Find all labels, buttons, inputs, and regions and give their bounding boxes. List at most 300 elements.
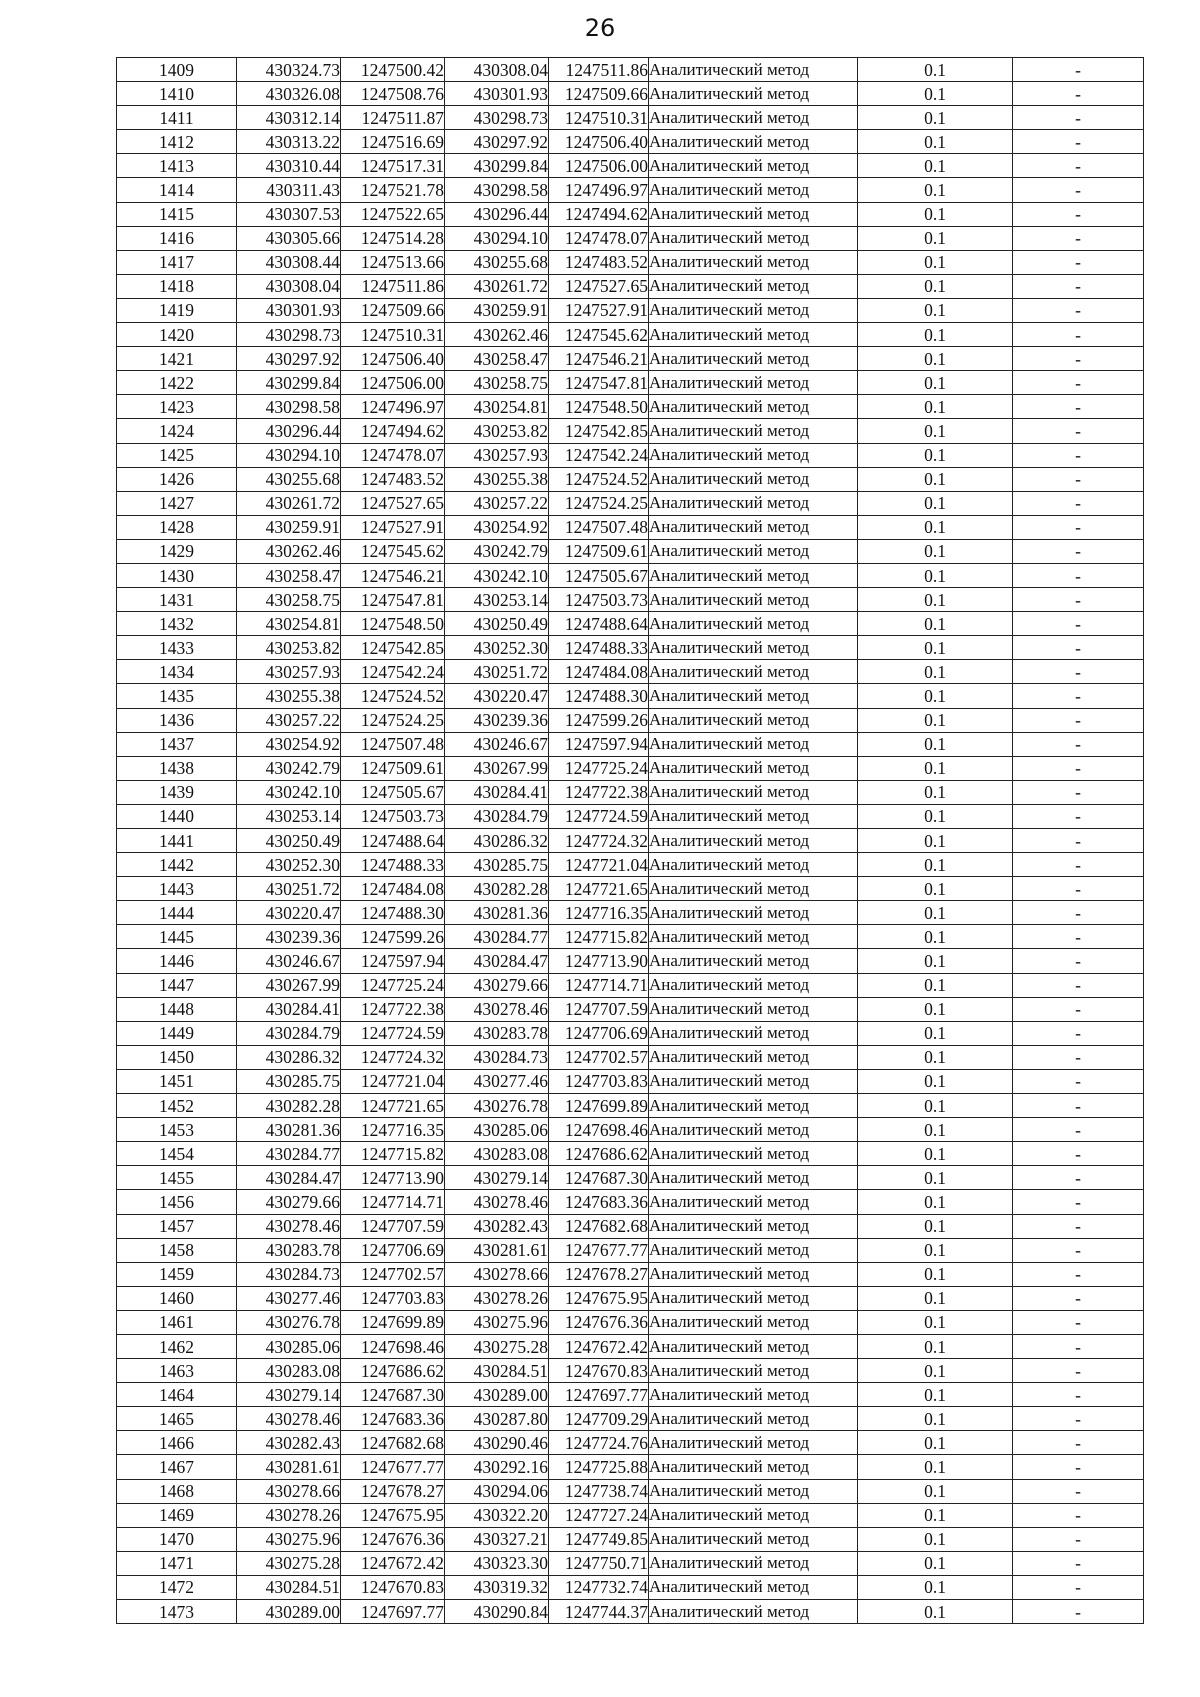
y-end-cell: 1247725.88 [549, 1455, 649, 1479]
y-start-cell: 1247514.28 [341, 226, 445, 250]
method-cell: Аналитический метод [649, 1069, 858, 1093]
method-cell: Аналитический метод [649, 1334, 858, 1358]
note-cell: - [1013, 1214, 1144, 1238]
y-end-cell: 1247599.26 [549, 708, 649, 732]
x-end-cell: 430297.92 [445, 130, 549, 154]
note-cell: - [1013, 1527, 1144, 1551]
precision-cell: 0.1 [858, 1455, 1013, 1479]
y-end-cell: 1247510.31 [549, 106, 649, 130]
x-end-cell: 430257.93 [445, 443, 549, 467]
x-start-cell: 430257.93 [237, 660, 341, 684]
note-cell: - [1013, 925, 1144, 949]
point-number-cell: 1455 [117, 1166, 237, 1190]
x-start-cell: 430285.06 [237, 1334, 341, 1358]
y-start-cell: 1247503.73 [341, 804, 445, 828]
note-cell: - [1013, 1575, 1144, 1599]
method-cell: Аналитический метод [649, 274, 858, 298]
y-start-cell: 1247675.95 [341, 1503, 445, 1527]
y-start-cell: 1247527.91 [341, 515, 445, 539]
note-cell: - [1013, 853, 1144, 877]
method-cell: Аналитический метод [649, 1503, 858, 1527]
method-cell: Аналитический метод [649, 491, 858, 515]
x-end-cell: 430278.46 [445, 997, 549, 1021]
y-end-cell: 1247738.74 [549, 1479, 649, 1503]
y-start-cell: 1247713.90 [341, 1166, 445, 1190]
precision-cell: 0.1 [858, 829, 1013, 853]
table-row [117, 82, 1144, 106]
table-row [117, 106, 1144, 130]
y-start-cell: 1247494.62 [341, 419, 445, 443]
point-number-cell: 1467 [117, 1455, 237, 1479]
note-cell: - [1013, 588, 1144, 612]
note-cell: - [1013, 539, 1144, 563]
x-start-cell: 430284.77 [237, 1142, 341, 1166]
table-row [117, 1142, 1144, 1166]
method-cell: Аналитический метод [649, 1094, 858, 1118]
point-number-cell: 1461 [117, 1310, 237, 1334]
note-cell: - [1013, 274, 1144, 298]
method-cell: Аналитический метод [649, 1021, 858, 1045]
point-number-cell: 1466 [117, 1431, 237, 1455]
x-start-cell: 430284.73 [237, 1262, 341, 1286]
y-start-cell: 1247546.21 [341, 563, 445, 587]
precision-cell: 0.1 [858, 274, 1013, 298]
table-row [117, 1455, 1144, 1479]
precision-cell: 0.1 [858, 371, 1013, 395]
x-start-cell: 430312.14 [237, 106, 341, 130]
y-start-cell: 1247545.62 [341, 539, 445, 563]
table-row [117, 274, 1144, 298]
table-row [117, 1069, 1144, 1093]
table-row [117, 1286, 1144, 1310]
point-number-cell: 1436 [117, 708, 237, 732]
x-start-cell: 430281.61 [237, 1455, 341, 1479]
table-row [117, 1359, 1144, 1383]
y-end-cell: 1247686.62 [549, 1142, 649, 1166]
method-cell: Аналитический метод [649, 1118, 858, 1142]
point-number-cell: 1433 [117, 636, 237, 660]
note-cell: - [1013, 1503, 1144, 1527]
note-cell: - [1013, 636, 1144, 660]
table-row [117, 901, 1144, 925]
note-cell: - [1013, 1407, 1144, 1431]
x-start-cell: 430279.14 [237, 1383, 341, 1407]
y-start-cell: 1247511.86 [341, 274, 445, 298]
x-start-cell: 430242.10 [237, 780, 341, 804]
x-start-cell: 430285.75 [237, 1069, 341, 1093]
point-number-cell: 1454 [117, 1142, 237, 1166]
point-number-cell: 1470 [117, 1527, 237, 1551]
x-start-cell: 430307.53 [237, 202, 341, 226]
table-row [117, 323, 1144, 347]
x-end-cell: 430287.80 [445, 1407, 549, 1431]
precision-cell: 0.1 [858, 1069, 1013, 1093]
note-cell: - [1013, 250, 1144, 274]
x-end-cell: 430279.14 [445, 1166, 549, 1190]
method-cell: Аналитический метод [649, 1479, 858, 1503]
note-cell: - [1013, 298, 1144, 322]
y-end-cell: 1247725.24 [549, 756, 649, 780]
y-end-cell: 1247496.97 [549, 178, 649, 202]
y-start-cell: 1247509.66 [341, 298, 445, 322]
method-cell: Аналитический метод [649, 925, 858, 949]
method-cell: Аналитический метод [649, 1359, 858, 1383]
y-end-cell: 1247670.83 [549, 1359, 649, 1383]
y-end-cell: 1247597.94 [549, 732, 649, 756]
table-row [117, 419, 1144, 443]
y-end-cell: 1247722.38 [549, 780, 649, 804]
y-end-cell: 1247713.90 [549, 949, 649, 973]
x-end-cell: 430251.72 [445, 660, 549, 684]
y-end-cell: 1247687.30 [549, 1166, 649, 1190]
y-end-cell: 1247545.62 [549, 323, 649, 347]
y-start-cell: 1247597.94 [341, 949, 445, 973]
point-number-cell: 1420 [117, 323, 237, 347]
x-end-cell: 430279.66 [445, 973, 549, 997]
y-start-cell: 1247527.65 [341, 491, 445, 515]
x-start-cell: 430294.10 [237, 443, 341, 467]
y-start-cell: 1247506.00 [341, 371, 445, 395]
point-number-cell: 1462 [117, 1334, 237, 1358]
precision-cell: 0.1 [858, 1527, 1013, 1551]
y-start-cell: 1247714.71 [341, 1190, 445, 1214]
point-number-cell: 1465 [117, 1407, 237, 1431]
note-cell: - [1013, 1021, 1144, 1045]
x-start-cell: 430299.84 [237, 371, 341, 395]
table-row [117, 1045, 1144, 1069]
point-number-cell: 1435 [117, 684, 237, 708]
method-cell: Аналитический метод [649, 1190, 858, 1214]
point-number-cell: 1428 [117, 515, 237, 539]
x-start-cell: 430284.51 [237, 1575, 341, 1599]
table-row [117, 515, 1144, 539]
x-start-cell: 430239.36 [237, 925, 341, 949]
precision-cell: 0.1 [858, 708, 1013, 732]
y-end-cell: 1247509.66 [549, 82, 649, 106]
table-body [117, 58, 1144, 1624]
note-cell: - [1013, 515, 1144, 539]
method-cell: Аналитический метод [649, 202, 858, 226]
y-end-cell: 1247542.24 [549, 443, 649, 467]
point-number-cell: 1409 [117, 58, 237, 82]
precision-cell: 0.1 [858, 1166, 1013, 1190]
method-cell: Аналитический метод [649, 1431, 858, 1455]
y-start-cell: 1247507.48 [341, 732, 445, 756]
x-start-cell: 430308.44 [237, 250, 341, 274]
method-cell: Аналитический метод [649, 323, 858, 347]
x-end-cell: 430252.30 [445, 636, 549, 660]
x-end-cell: 430284.77 [445, 925, 549, 949]
table-row [117, 371, 1144, 395]
note-cell: - [1013, 756, 1144, 780]
note-cell: - [1013, 997, 1144, 1021]
table-row [117, 1600, 1144, 1624]
y-start-cell: 1247687.30 [341, 1383, 445, 1407]
x-start-cell: 430326.08 [237, 82, 341, 106]
table-row [117, 154, 1144, 178]
note-cell: - [1013, 684, 1144, 708]
table-row [117, 467, 1144, 491]
table-row [117, 636, 1144, 660]
precision-cell: 0.1 [858, 1118, 1013, 1142]
precision-cell: 0.1 [858, 1310, 1013, 1334]
y-start-cell: 1247599.26 [341, 925, 445, 949]
y-start-cell: 1247721.04 [341, 1069, 445, 1093]
y-start-cell: 1247722.38 [341, 997, 445, 1021]
table-row [117, 1238, 1144, 1262]
y-start-cell: 1247510.31 [341, 323, 445, 347]
y-start-cell: 1247524.25 [341, 708, 445, 732]
x-start-cell: 430282.28 [237, 1094, 341, 1118]
precision-cell: 0.1 [858, 901, 1013, 925]
table-row [117, 684, 1144, 708]
x-start-cell: 430311.43 [237, 178, 341, 202]
method-cell: Аналитический метод [649, 1286, 858, 1310]
table-row [117, 202, 1144, 226]
x-start-cell: 430310.44 [237, 154, 341, 178]
x-start-cell: 430250.49 [237, 829, 341, 853]
point-number-cell: 1460 [117, 1286, 237, 1310]
point-number-cell: 1441 [117, 829, 237, 853]
point-number-cell: 1432 [117, 612, 237, 636]
y-end-cell: 1247488.64 [549, 612, 649, 636]
y-end-cell: 1247488.33 [549, 636, 649, 660]
x-end-cell: 430254.81 [445, 395, 549, 419]
x-end-cell: 430255.68 [445, 250, 549, 274]
x-end-cell: 430281.61 [445, 1238, 549, 1262]
y-start-cell: 1247488.33 [341, 853, 445, 877]
method-cell: Аналитический метод [649, 1214, 858, 1238]
table-row [117, 997, 1144, 1021]
note-cell: - [1013, 106, 1144, 130]
y-end-cell: 1247744.37 [549, 1600, 649, 1624]
x-end-cell: 430278.26 [445, 1286, 549, 1310]
x-end-cell: 430242.10 [445, 563, 549, 587]
x-start-cell: 430253.82 [237, 636, 341, 660]
method-cell: Аналитический метод [649, 1527, 858, 1551]
method-cell: Аналитический метод [649, 419, 858, 443]
y-end-cell: 1247721.04 [549, 853, 649, 877]
note-cell: - [1013, 1455, 1144, 1479]
note-cell: - [1013, 563, 1144, 587]
x-start-cell: 430298.58 [237, 395, 341, 419]
precision-cell: 0.1 [858, 467, 1013, 491]
x-start-cell: 430277.46 [237, 1286, 341, 1310]
y-end-cell: 1247503.73 [549, 588, 649, 612]
table-row [117, 853, 1144, 877]
y-end-cell: 1247678.27 [549, 1262, 649, 1286]
x-end-cell: 430275.96 [445, 1310, 549, 1334]
table-row [117, 130, 1144, 154]
method-cell: Аналитический метод [649, 1142, 858, 1166]
method-cell: Аналитический метод [649, 443, 858, 467]
y-end-cell: 1247524.25 [549, 491, 649, 515]
x-end-cell: 430289.00 [445, 1383, 549, 1407]
x-end-cell: 430261.72 [445, 274, 549, 298]
method-cell: Аналитический метод [649, 853, 858, 877]
y-start-cell: 1247707.59 [341, 1214, 445, 1238]
note-cell: - [1013, 226, 1144, 250]
point-number-cell: 1431 [117, 588, 237, 612]
x-end-cell: 430282.28 [445, 877, 549, 901]
precision-cell: 0.1 [858, 1334, 1013, 1358]
precision-cell: 0.1 [858, 684, 1013, 708]
table-row [117, 491, 1144, 515]
x-end-cell: 430258.75 [445, 371, 549, 395]
y-end-cell: 1247507.48 [549, 515, 649, 539]
precision-cell: 0.1 [858, 636, 1013, 660]
y-start-cell: 1247483.52 [341, 467, 445, 491]
method-cell: Аналитический метод [649, 154, 858, 178]
y-end-cell: 1247697.77 [549, 1383, 649, 1407]
y-end-cell: 1247716.35 [549, 901, 649, 925]
x-end-cell: 430276.78 [445, 1094, 549, 1118]
point-number-cell: 1446 [117, 949, 237, 973]
point-number-cell: 1471 [117, 1551, 237, 1575]
table-row [117, 1021, 1144, 1045]
x-start-cell: 430284.79 [237, 1021, 341, 1045]
x-end-cell: 430322.20 [445, 1503, 549, 1527]
note-cell: - [1013, 323, 1144, 347]
x-start-cell: 430281.36 [237, 1118, 341, 1142]
method-cell: Аналитический метод [649, 1455, 858, 1479]
method-cell: Аналитический метод [649, 371, 858, 395]
precision-cell: 0.1 [858, 226, 1013, 250]
precision-cell: 0.1 [858, 443, 1013, 467]
point-number-cell: 1458 [117, 1238, 237, 1262]
x-start-cell: 430297.92 [237, 347, 341, 371]
y-start-cell: 1247724.32 [341, 1045, 445, 1069]
table-row [117, 829, 1144, 853]
precision-cell: 0.1 [858, 1551, 1013, 1575]
precision-cell: 0.1 [858, 202, 1013, 226]
note-cell: - [1013, 82, 1144, 106]
x-start-cell: 430284.41 [237, 997, 341, 1021]
y-end-cell: 1247707.59 [549, 997, 649, 1021]
method-cell: Аналитический метод [649, 226, 858, 250]
y-start-cell: 1247697.77 [341, 1600, 445, 1624]
x-end-cell: 430290.46 [445, 1431, 549, 1455]
note-cell: - [1013, 154, 1144, 178]
precision-cell: 0.1 [858, 1286, 1013, 1310]
note-cell: - [1013, 178, 1144, 202]
x-end-cell: 430250.49 [445, 612, 549, 636]
method-cell: Аналитический метод [649, 1575, 858, 1599]
point-number-cell: 1438 [117, 756, 237, 780]
y-start-cell: 1247522.65 [341, 202, 445, 226]
precision-cell: 0.1 [858, 588, 1013, 612]
method-cell: Аналитический метод [649, 780, 858, 804]
y-start-cell: 1247703.83 [341, 1286, 445, 1310]
x-start-cell: 430289.00 [237, 1600, 341, 1624]
table-row [117, 949, 1144, 973]
point-number-cell: 1423 [117, 395, 237, 419]
y-start-cell: 1247505.67 [341, 780, 445, 804]
precision-cell: 0.1 [858, 804, 1013, 828]
y-end-cell: 1247750.71 [549, 1551, 649, 1575]
x-end-cell: 430298.73 [445, 106, 549, 130]
table-row [117, 925, 1144, 949]
x-start-cell: 430276.78 [237, 1310, 341, 1334]
precision-cell: 0.1 [858, 853, 1013, 877]
x-start-cell: 430252.30 [237, 853, 341, 877]
method-cell: Аналитический метод [649, 58, 858, 82]
table-row [117, 1094, 1144, 1118]
table-row [117, 178, 1144, 202]
y-end-cell: 1247546.21 [549, 347, 649, 371]
table-row [117, 250, 1144, 274]
x-end-cell: 430253.82 [445, 419, 549, 443]
x-end-cell: 430284.79 [445, 804, 549, 828]
x-start-cell: 430242.79 [237, 756, 341, 780]
x-end-cell: 430294.06 [445, 1479, 549, 1503]
y-end-cell: 1247505.67 [549, 563, 649, 587]
note-cell: - [1013, 1238, 1144, 1262]
precision-cell: 0.1 [858, 395, 1013, 419]
point-number-cell: 1417 [117, 250, 237, 274]
note-cell: - [1013, 1359, 1144, 1383]
precision-cell: 0.1 [858, 1431, 1013, 1455]
y-start-cell: 1247702.57 [341, 1262, 445, 1286]
table-row [117, 1214, 1144, 1238]
method-cell: Аналитический метод [649, 1310, 858, 1334]
x-end-cell: 430283.08 [445, 1142, 549, 1166]
y-start-cell: 1247517.31 [341, 154, 445, 178]
y-start-cell: 1247488.64 [341, 829, 445, 853]
table-row [117, 780, 1144, 804]
note-cell: - [1013, 973, 1144, 997]
point-number-cell: 1442 [117, 853, 237, 877]
note-cell: - [1013, 1286, 1144, 1310]
x-start-cell: 430286.32 [237, 1045, 341, 1069]
x-end-cell: 430278.66 [445, 1262, 549, 1286]
y-end-cell: 1247732.74 [549, 1575, 649, 1599]
point-number-cell: 1453 [117, 1118, 237, 1142]
note-cell: - [1013, 1600, 1144, 1624]
x-end-cell: 430284.73 [445, 1045, 549, 1069]
method-cell: Аналитический метод [649, 298, 858, 322]
point-number-cell: 1410 [117, 82, 237, 106]
method-cell: Аналитический метод [649, 395, 858, 419]
precision-cell: 0.1 [858, 1238, 1013, 1262]
method-cell: Аналитический метод [649, 515, 858, 539]
x-start-cell: 430278.46 [237, 1407, 341, 1431]
y-start-cell: 1247683.36 [341, 1407, 445, 1431]
x-end-cell: 430253.14 [445, 588, 549, 612]
y-end-cell: 1247506.00 [549, 154, 649, 178]
note-cell: - [1013, 467, 1144, 491]
x-start-cell: 430283.08 [237, 1359, 341, 1383]
x-start-cell: 430279.66 [237, 1190, 341, 1214]
method-cell: Аналитический метод [649, 829, 858, 853]
x-start-cell: 430259.91 [237, 515, 341, 539]
precision-cell: 0.1 [858, 612, 1013, 636]
coordinates-table [116, 57, 1144, 1624]
table-row [117, 877, 1144, 901]
y-start-cell: 1247488.30 [341, 901, 445, 925]
note-cell: - [1013, 829, 1144, 853]
note-cell: - [1013, 202, 1144, 226]
point-number-cell: 1421 [117, 347, 237, 371]
x-start-cell: 430220.47 [237, 901, 341, 925]
table-row [117, 539, 1144, 563]
table-row [117, 1166, 1144, 1190]
y-start-cell: 1247721.65 [341, 1094, 445, 1118]
point-number-cell: 1430 [117, 563, 237, 587]
note-cell: - [1013, 612, 1144, 636]
x-start-cell: 430296.44 [237, 419, 341, 443]
table-row [117, 347, 1144, 371]
